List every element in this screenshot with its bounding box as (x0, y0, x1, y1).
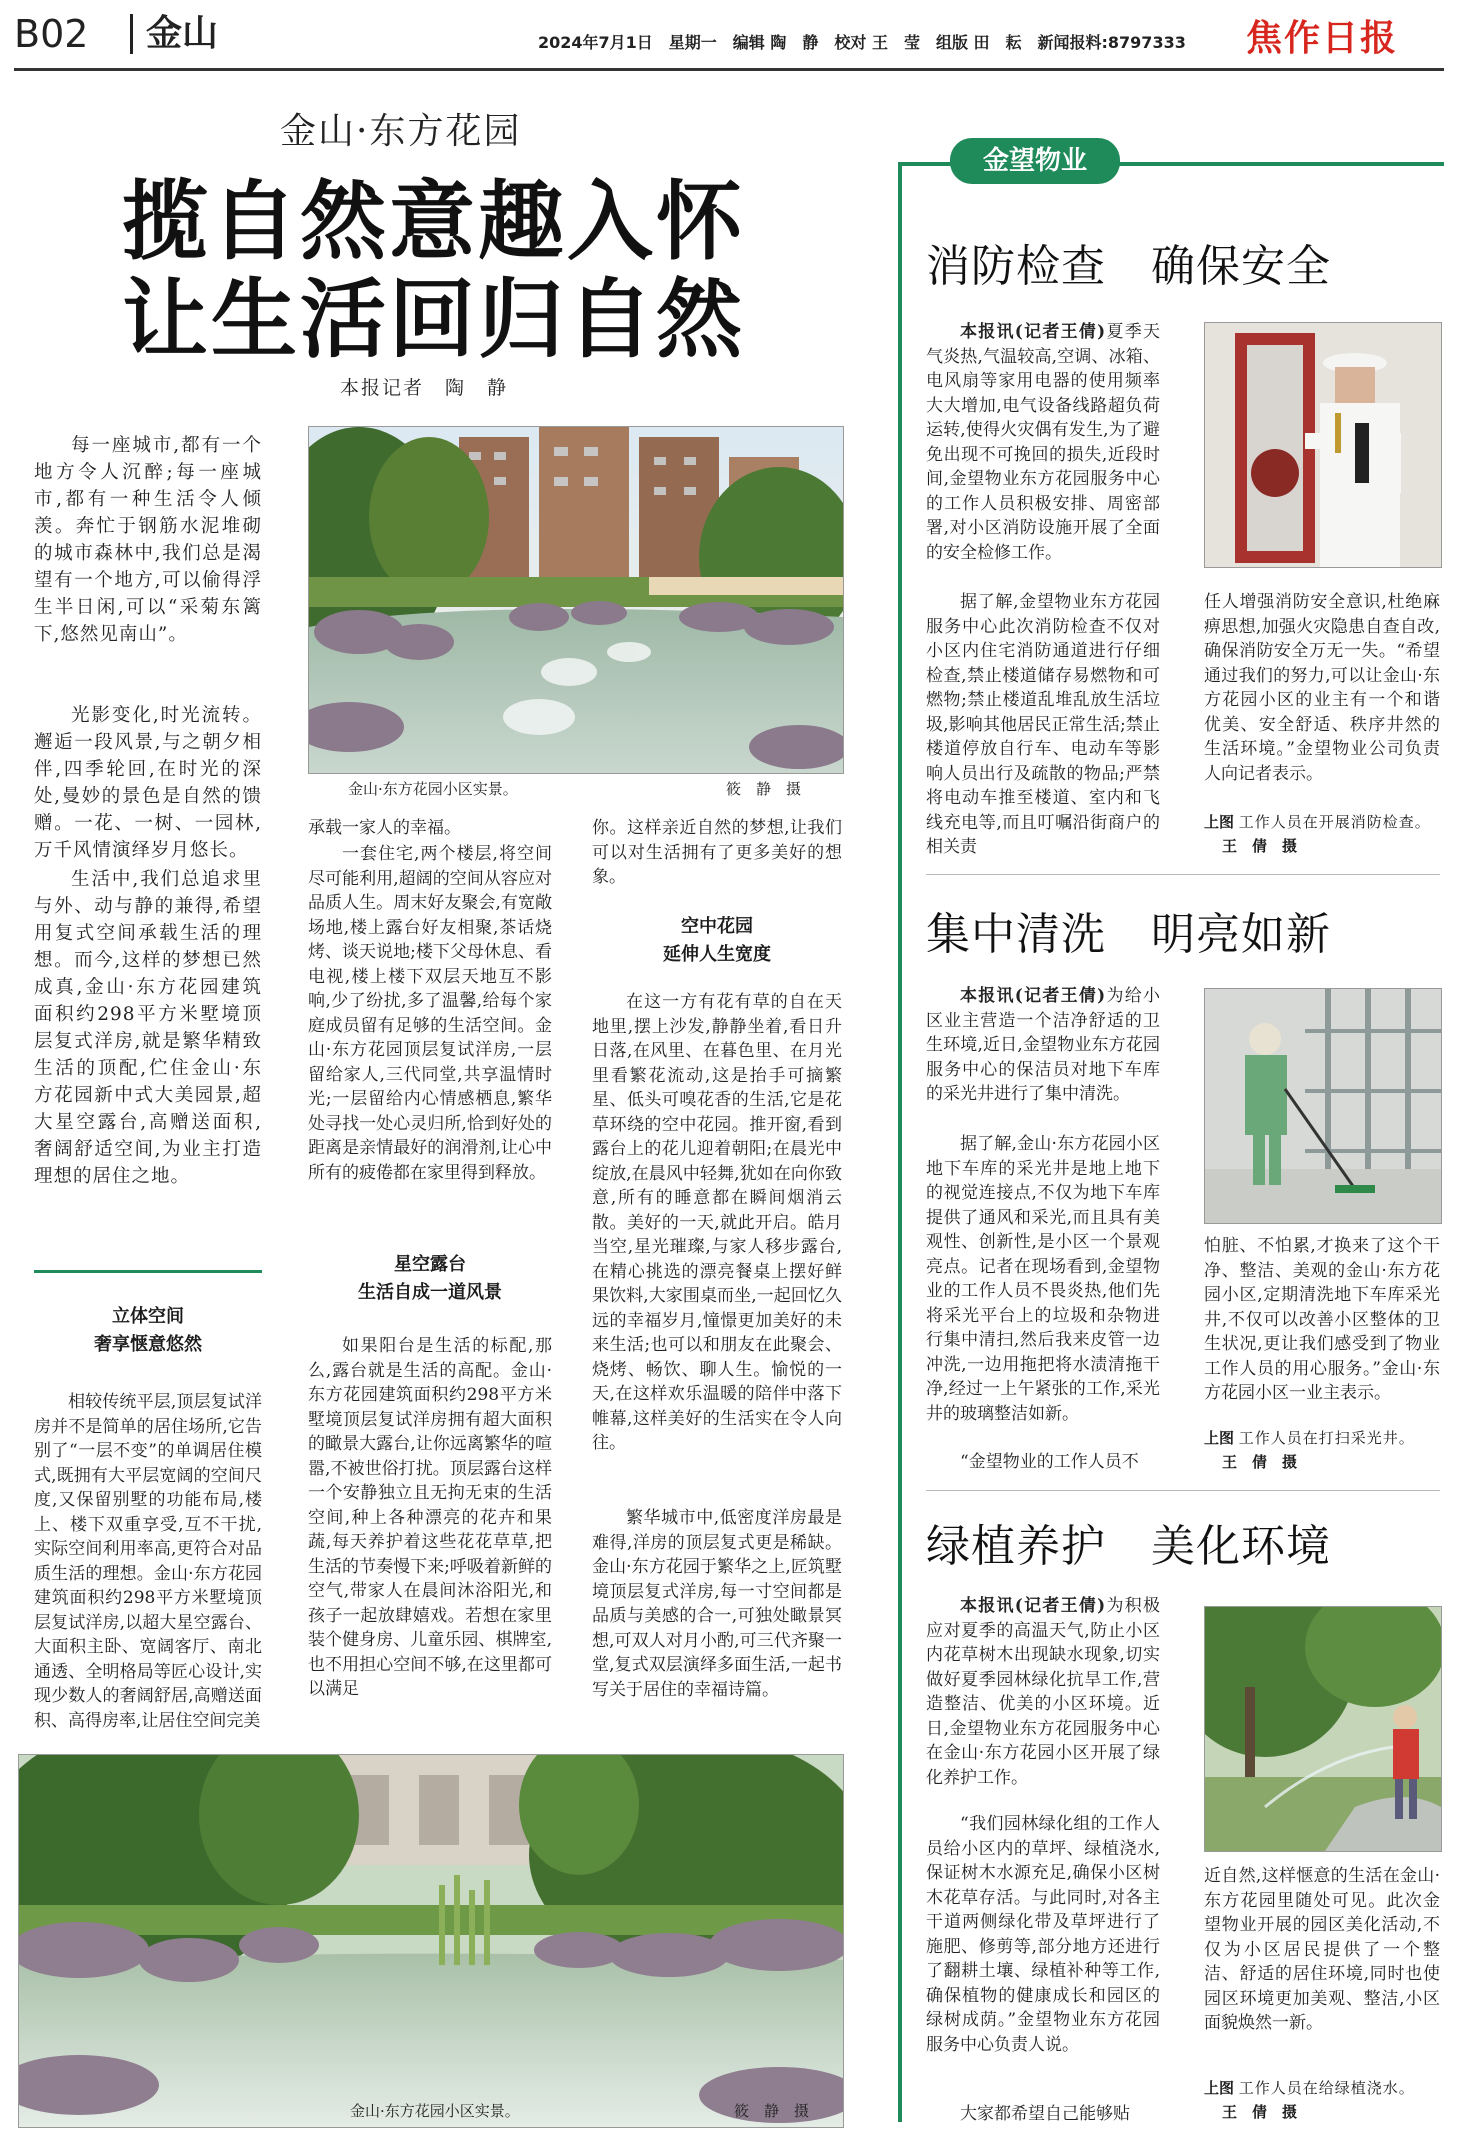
right-column-vertical-rule (898, 162, 902, 2122)
garden-stream-photo (18, 1754, 844, 2128)
article-3-caption-text: 工作人员在给绿植浇水。 (1238, 2079, 1415, 2097)
article-3-paragraph-3: 大家都希望自己能够贴 (960, 2104, 1130, 2124)
article-3-lead: 本报讯 (960, 1596, 1015, 1616)
article-2-caption (1204, 1426, 1440, 1474)
article-1-paragraph-3: 任人增强消防安全意识,杜绝麻痹思想,加强火灾隐患自查自改,确保消防安全万无一失。“希望通过我们的努力,可以让金山·东方花园小区的业主有一个和谐优美、安全舒适、秩序井然的生活环境。”金望物业公司负责人向记者表示。 (1204, 592, 1440, 784)
column-3-paragraph-2: 在这一方有花有草的自在天地里,摆上沙发,静静坐着,看日升日落,在风里、在暮色里、在月光里看繁花流动,这是抬手可摘繁星、低头可嗅花香的生活,它是花草环绕的空中花园。推开窗,看到露台上的花儿迎着朝阳;在晨光中绽放,在晨风中轻舞,犹如在向你致意,所有的睡意都在瞬间烟消云散。美好的一天,就此开启。皓月当空,星光璀璨,与家人移步露台,在精心挑选的漂亮餐桌上摆好鲜果饮料,大家围桌而坐,一起回忆久远的幸福岁月,憧憬更加美好的未来生活;也可以和朋友在此聚会、烧烤、畅饮、聊人生。愉悦的一天,在这样欢乐温暖的陪伴中落下帷幕,这样美好的生活实在令人向往。 (592, 992, 842, 1453)
garden-pond-illustration (309, 427, 843, 773)
article-1-credit: 王 倩 摄 (1222, 837, 1298, 855)
garden-stream-illustration (19, 1755, 843, 2127)
column-1-divider (34, 1270, 262, 1273)
article-1-caption (1204, 810, 1440, 858)
header-rule (14, 68, 1444, 71)
skylight-cleaning-illustration (1205, 989, 1441, 1223)
article-1-title: 消防检查 确保安全 (926, 241, 1331, 292)
fire-inspection-illustration (1205, 323, 1441, 567)
photo-1-credit: 筱 静 摄 (726, 780, 802, 798)
headline-line-2: 让生活回归自然 (122, 270, 745, 370)
watering-plants-illustration (1205, 1607, 1441, 1851)
newspaper-logo: 焦作日报 (1246, 17, 1399, 59)
subhead-1-line-1: 立体空间 (112, 1306, 184, 1327)
column-3-paragraph-3: 繁华城市中,低密度洋房最是难得,洋房的顶层复式更是稀缺。金山·东方花园于繁华之上,匠筑墅境顶层复式洋房,每一寸空间都是品质与美感的合一,可独处瞰景冥想,可双人对月小酌,可三代齐聚一堂,复式双层演绎多面生活,一起书写关于居住的幸福诗篇。 (592, 1508, 842, 1700)
article-1-caption-label: 上图 (1204, 813, 1235, 831)
article-2-paragraph-4: 怕脏、不怕累,才换来了这个干净、整洁、美观的金山·东方花园小区,定期清洗地下车库采光井,不仅可以改善小区整体的卫生状况,更让我们感受到了物业工作人员的用心服务。”金山·东方花园小区一业主表示。 (1204, 1236, 1440, 1403)
article-1-reporter: (记者王倩) (1014, 322, 1106, 342)
article-2-p1-text: 为给小区业主营造一个洁净舒适的卫生环境,近日,金望物业东方花园服务中心的保洁员对地下车库的采光井进行了集中清洗。 (926, 986, 1161, 1104)
column-3-paragraph-1: 你。这样亲近自然的梦想,让我们可以对生活拥有了更多美好的想象。 (592, 818, 842, 887)
article-3-caption-label: 上图 (1204, 2079, 1235, 2097)
photo-1-caption: 金山·东方花园小区实景。 (348, 780, 518, 798)
article-2-reporter: (记者王倩) (1014, 986, 1106, 1006)
article-3-reporter: (记者王倩) (1014, 1596, 1106, 1616)
subhead-3-line-1: 空中花园 (681, 916, 753, 937)
byline: 本报记者 陶 静 (340, 377, 509, 399)
column-1-paragraph-4: 相较传统平层,顶层复试洋房并不是简单的居住场所,它告别了“一层不变”的单调居住模式,既拥有大平层宽阔的空间尺度,又保留别墅的功能布局,楼上、楼下双重享受,互不干扰,实际空间利用率高,更符合对品质生活的理想。金山·东方花园建筑面积约298平方米墅境顶层复试洋房,以超大星空露台、大面积主卧、宽阔客厅、南北通透、全明格局等匠心设计,实现少数人的奢阔舒居,高赠送面积、高得房率,让居住空间完美 (34, 1392, 262, 1731)
skylight-cleaning-photo (1204, 988, 1442, 1224)
headline-line-1: 揽自然意趣入怀 (122, 172, 745, 272)
column-2-paragraph-2: 一套住宅,两个楼层,将空间尽可能利用,超阔的空间从容应对品质人生。周末好友聚会,有宽敞场地,楼上露台好友相聚,茶话烧烤、谈天说地;楼下父母休息、看电视,楼上楼下双层天地互不影响,少了纷扰,多了温馨,给每个家庭成员留有足够的生活空间。金山·东方花园顶层复试洋房,一层留给家人,三代同堂,共享温情时光;一层留给内心情感栖息,繁华处寻找一处心灵归所,恰到好处的距离是亲情最好的润滑剂,让心中所有的疲倦都在家里得到释放。 (308, 844, 552, 1183)
article-3-caption (1204, 2076, 1440, 2124)
page-code: B02 (14, 12, 89, 56)
fire-inspection-photo (1204, 322, 1442, 568)
header-divider (130, 14, 133, 54)
column-2-paragraph-1: 承载一家人的幸福。 (308, 818, 461, 838)
subhead-1-line-2: 奢享惬意悠然 (94, 1334, 202, 1355)
section-tag-label: 金望物业 (982, 146, 1087, 176)
article-1-lead: 本报讯 (960, 322, 1015, 342)
intro-paragraph-2: 光影变化,时光流转。邂逅一段风景,与之朝夕相伴,四季轮回,在时光的深处,曼妙的景色是自然的馈赠。一花、一树、一园林,万千风情演绎岁月悠长。 (34, 705, 262, 861)
article-2-caption-label: 上图 (1204, 1429, 1235, 1447)
article-1-p1-text: 夏季天气炎热,气温较高,空调、冰箱、电风扇等家用电器的使用频率大大增加,电气设备线路超负荷运转,使得火灾偶有发生,为了避免出现不可挽回的损失,近段时间,金望物业东方花园服务中心的工作人员积极安排、周密部署,对小区消防设施开展了全面的安全检修工作。 (926, 322, 1161, 563)
article-3-p1-text: 为积极应对夏季的高温天气,防止小区内花草树木出现缺水现象,切实做好夏季园林绿化抗旱工作,营造整洁、优美的小区环境。近日,金望物业东方花园服务中心在金山·东方花园小区开展了绿化养护工作。 (926, 1596, 1161, 1788)
article-1-separator (926, 874, 1440, 875)
article-3-credit: 王 倩 摄 (1222, 2103, 1298, 2121)
photo-2-caption: 金山·东方花园小区实景。 (350, 2102, 520, 2120)
article-2-caption-text: 工作人员在打扫采光井。 (1238, 1429, 1415, 1447)
article-2-lead: 本报讯 (960, 986, 1015, 1006)
article-3-paragraph-4: 近自然,这样惬意的生活在金山·东方花园里随处可见。此次金望物业开展的园区美化活动,不仅为小区居民提供了一个整洁、舒适的居住环境,同时也使园区环境更加美观、整洁,小区面貌焕然一新。 (1204, 1866, 1440, 2033)
article-1-paragraph-2: 据了解,金望物业东方花园服务中心此次消防检查不仅对小区内住宅消防通道进行仔细检查,禁止楼道储存易燃物和可燃物;禁止楼道乱堆乱放生活垃圾,影响其他居民正常生活;禁止楼道停放自行车、电动车等影响人员出行及疏散的物品;严禁将电动车推至楼道、室内和飞线充电等,而且叮嘱沿街商户的相关责 (926, 592, 1160, 857)
article-3-paragraph-2: “我们园林绿化组的工作人员给小区内的草坪、绿植浇水,保证树木水源充足,确保小区树木花草存活。与此同时,对各主干道两侧绿化带及草坪进行了施肥、修剪等,部分地方还进行了翻耕土壤、绿植补种等工作,确保植物的健康成长和园区的绿树成荫。”金望物业东方花园服务中心负责人说。 (926, 1814, 1160, 2055)
garden-pond-photo (308, 426, 844, 774)
photo-2-credit: 筱 静 摄 (734, 2102, 810, 2120)
intro-paragraph-3: 生活中,我们总追求里与外、动与静的兼得,希望用复式空间承载生活的理想。而今,这样的梦想已然成真,金山·东方花园建筑面积约298平方米墅境顶层复式洋房,就是繁华精致生活的顶配,伫住金山·东方花园新中式大美园景,超大星空露台,高赠送面积,奢阔舒适空间,为业主打造理想的居住之地。 (34, 869, 262, 1187)
column-2-paragraph-3: 如果阳台是生活的标配,那么,露台就是生活的高配。金山·东方花园建筑面积约298平方米墅境顶层复试洋房拥有超大面积的瞰景大露台,让你远离繁华的喧嚣,不被世俗打扰。顶层露台这样一个安静独立且无拘无束的生活空间,种上各种漂亮的花卉和果蔬,每天养护着这些花花草草,把生活的节奏慢下来;呼吸着新鲜的空气,带家人在晨间沐浴阳光,和孩子一起放肆嬉戏。若想在家里装个健身房、儿童乐园、棋牌室,也不用担心空间不够,在这里都可以满足 (308, 1336, 552, 1699)
article-2-paragraph-1 (926, 984, 1160, 1107)
subhead-3-line-2: 延伸人生宽度 (663, 944, 771, 965)
subhead-2-line-1: 星空露台 (394, 1254, 466, 1275)
header-info: 2024年7月1日 星期一 编辑 陶 静 校对 王 莹 组版 田 耘 新闻报料:8797333 (538, 33, 1186, 52)
article-2-title: 集中清洗 明亮如新 (926, 909, 1331, 960)
article-3-title: 绿植养护 美化环境 (926, 1521, 1331, 1572)
intro-paragraph-1: 每一座城市,都有一个地方令人沉醉;每一座城市,都有一种生活令人倾羡。奔忙于钢筋水泥堆砌的城市森林中,我们总是渴望有一个地方,可以偷得浮生半日闲,可以“采菊东篱下,悠然见南山”。 (34, 435, 262, 645)
article-1-caption-text: 工作人员在开展消防检查。 (1238, 813, 1431, 831)
subhead-2-line-2: 生活自成一道风景 (358, 1282, 502, 1303)
article-2-separator (926, 1490, 1440, 1491)
section-name: 金山 (146, 13, 219, 54)
kicker: 金山·东方花园 (280, 111, 522, 152)
page-header (0, 0, 1458, 68)
article-1-paragraph-1 (926, 320, 1160, 565)
watering-plants-photo (1204, 1606, 1442, 1852)
article-3-paragraph-1 (926, 1594, 1160, 1790)
article-2-credit: 王 倩 摄 (1222, 1453, 1298, 1471)
article-2-paragraph-3: “金望物业的工作人员不 (960, 1452, 1139, 1472)
article-2-paragraph-2: 据了解,金山·东方花园小区地下车库的采光井是地上地下的视觉连接点,不仅为地下车库提供了通风和采光,而且具有美观性、创新性,是小区一个景观亮点。记者在现场看到,金望物业的工作人员不畏炎热,他们先将采光平台上的垃圾和杂物进行集中清扫,然后我来皮管一边冲洗,一边用拖把将水渍清拖干净,经过一上午紧张的工作,采光井的玻璃整洁如新。 (926, 1134, 1160, 1424)
section-tag (950, 138, 1120, 184)
